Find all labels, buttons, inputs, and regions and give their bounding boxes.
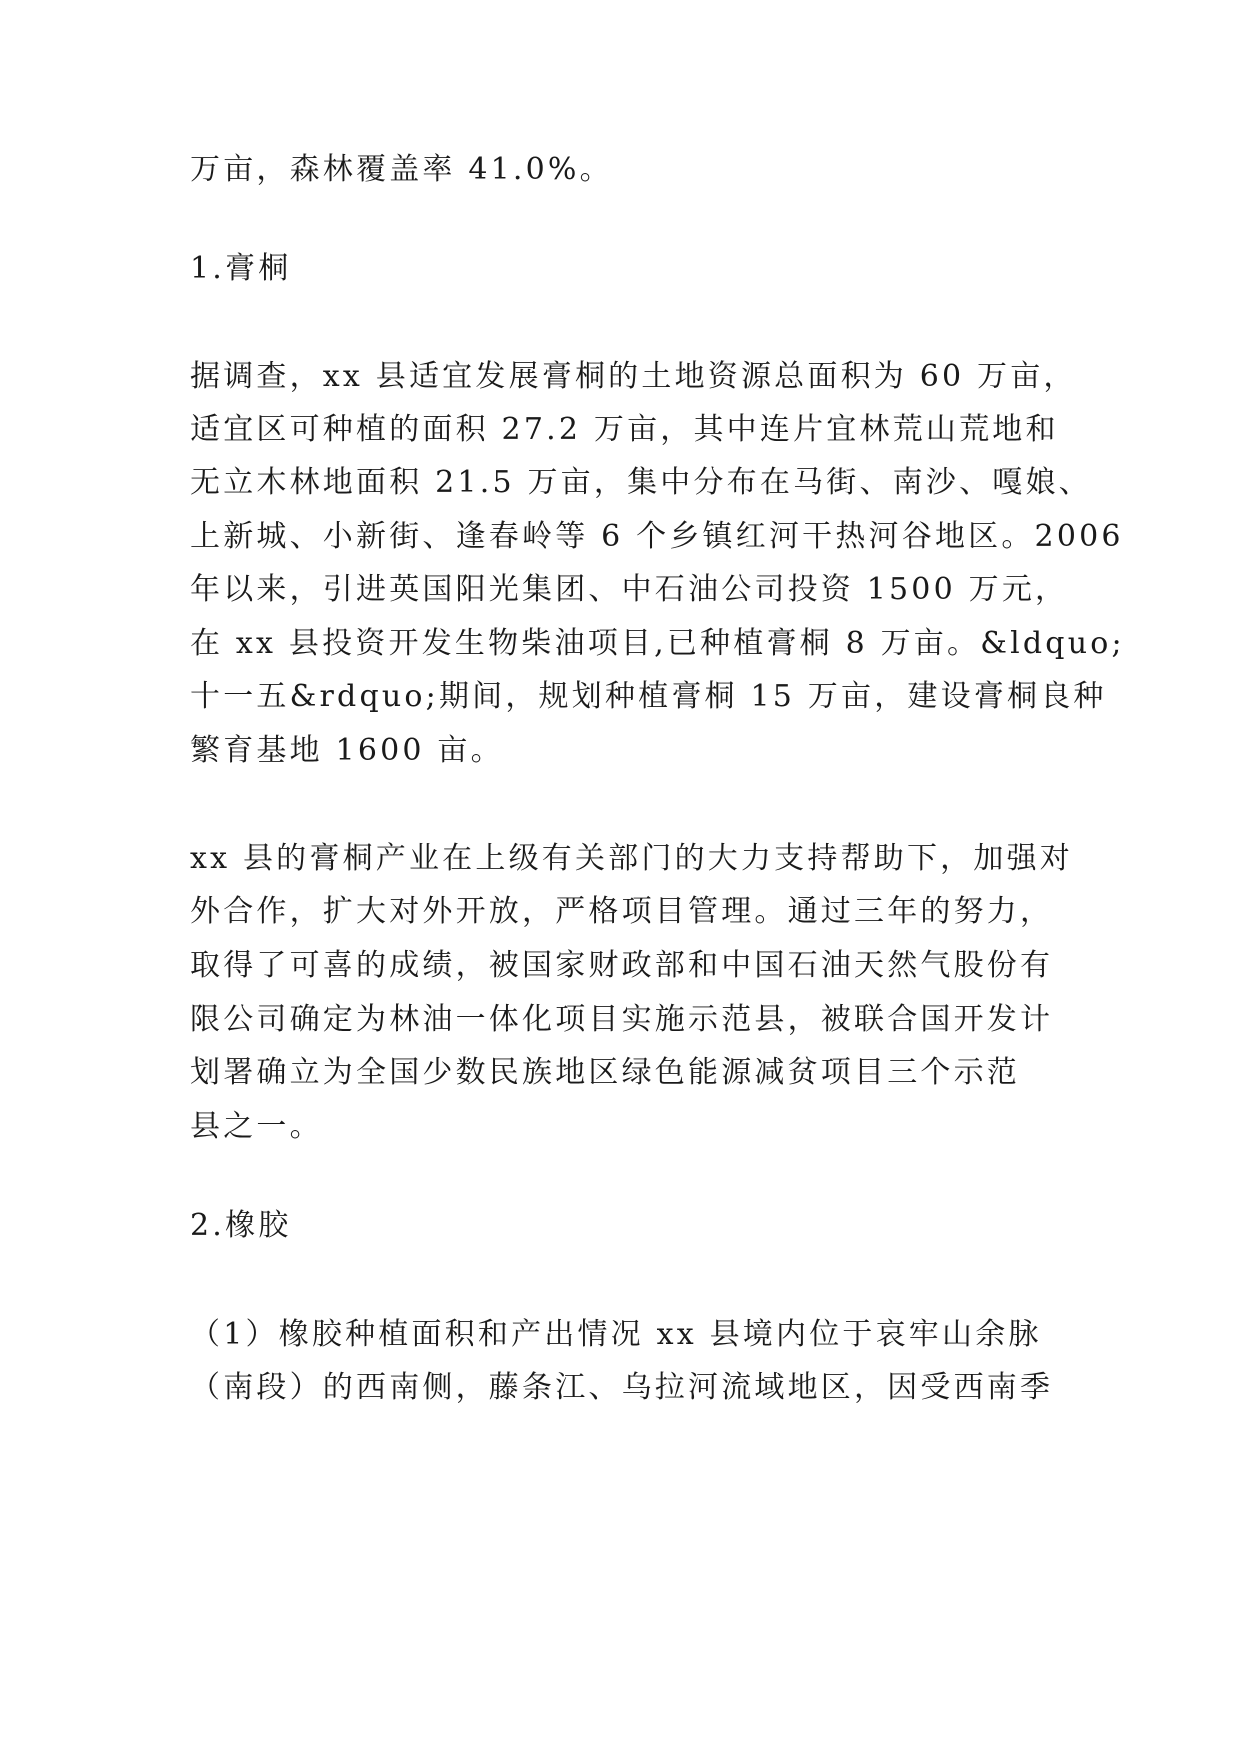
section-heading: 2.橡胶 (190, 1208, 292, 1243)
paragraph-line: 划署确立为全国少数民族地区绿色能源减贫项目三个示范 (190, 1055, 1020, 1090)
paragraph-line: 据调查，xx 县适宜发展膏桐的土地资源总面积为 60 万亩， (190, 359, 1077, 394)
paragraph-line: 外合作，扩大对外开放，严格项目管理。通过三年的努力， (190, 894, 1054, 929)
paragraph-line: 县之一。 (190, 1109, 323, 1144)
paragraph-line: 在 xx 县投资开发生物柴油项目,已种植膏桐 8 万亩。&ldquo; (190, 626, 1125, 661)
paragraph-line: 无立木林地面积 21.5 万亩，集中分布在马街、南沙、嘎娘、 (190, 465, 1092, 500)
paragraph-line: 限公司确定为林油一体化项目实施示范县，被联合国开发计 (190, 1002, 1054, 1037)
paragraph-line: （南段）的西南侧，藤条江、乌拉河流域地区，因受西南季 (190, 1370, 1054, 1405)
section-heading: 1.膏桐 (190, 251, 292, 286)
paragraph-line: 十一五&rdquo;期间，规划种植膏桐 15 万亩，建设膏桐良种 (190, 679, 1107, 714)
paragraph-line: （1）橡胶种植面积和产出情况 xx 县境内位于哀牢山余脉 (190, 1317, 1042, 1352)
paragraph-line: xx 县的膏桐产业在上级有关部门的大力支持帮助下，加强对 (190, 841, 1073, 876)
paragraph-line: 上新城、小新街、逢春岭等 6 个乡镇红河干热河谷地区。2006 (190, 519, 1124, 554)
paragraph-line: 取得了可喜的成绩，被国家财政部和中国石油天然气股份有 (190, 948, 1054, 983)
paragraph-line: 万亩，森林覆盖率 41.0%。 (190, 152, 613, 187)
paragraph-line: 年以来，引进英国阳光集团、中石油公司投资 1500 万元， (190, 572, 1069, 607)
paragraph-line: 适宜区可种植的面积 27.2 万亩，其中连片宜林荒山荒地和 (190, 412, 1059, 447)
paragraph-line: 繁育基地 1600 亩。 (190, 733, 504, 768)
